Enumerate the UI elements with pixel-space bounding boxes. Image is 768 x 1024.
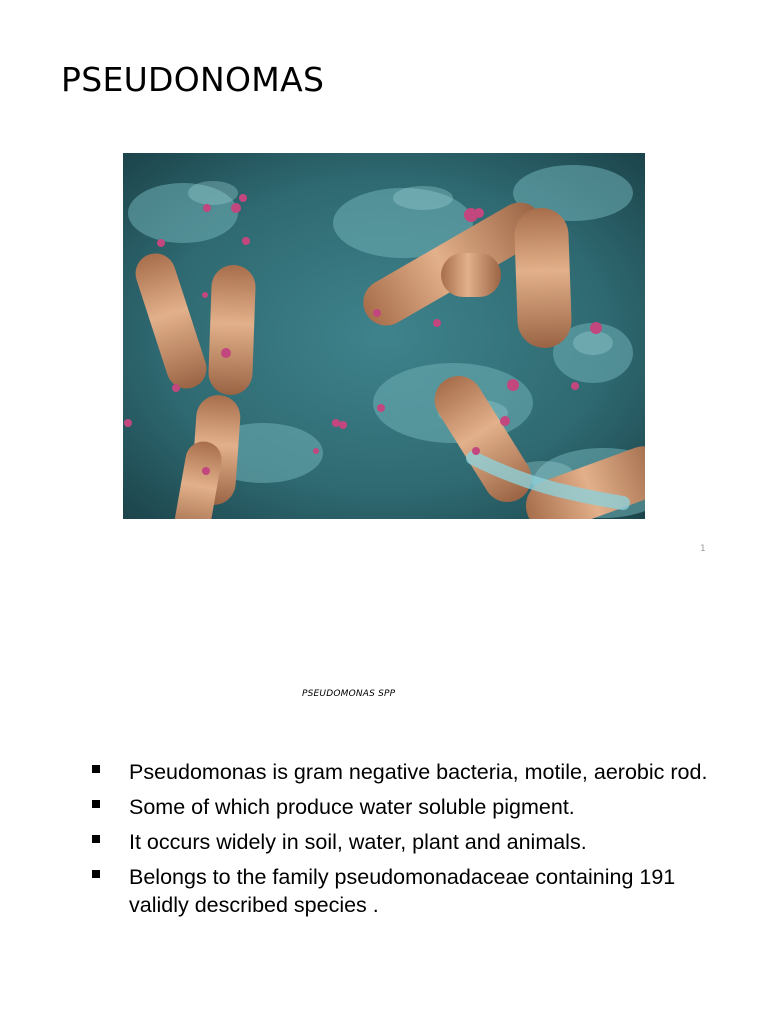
- square-bullet-icon: [92, 870, 100, 878]
- bullet-item: [90, 863, 730, 919]
- bullet-text: Pseudomonas is gram negative bacteria, motile, aerobic rod.: [129, 760, 708, 784]
- figure-caption: PSEUDOMONAS SPP: [302, 689, 396, 699]
- bullet-item: [90, 793, 730, 821]
- square-bullet-icon: [92, 800, 100, 808]
- bullet-item: [90, 758, 730, 786]
- square-bullet-icon: [92, 835, 100, 843]
- bullet-list: [90, 758, 730, 926]
- page-number: 1: [700, 544, 706, 554]
- bullet-text: It occurs widely in soil, water, plant and animals.: [129, 830, 587, 854]
- square-bullet-icon: [92, 765, 100, 773]
- bullet-text: Belongs to the family pseudomonadaceae containing 191 validly described species .: [129, 865, 676, 917]
- bullet-item: [90, 828, 730, 856]
- page-title: PSEUDONOMAS: [61, 60, 325, 99]
- bacteria-micrograph: [123, 153, 645, 519]
- bullet-text: Some of which produce water soluble pigment.: [129, 795, 575, 819]
